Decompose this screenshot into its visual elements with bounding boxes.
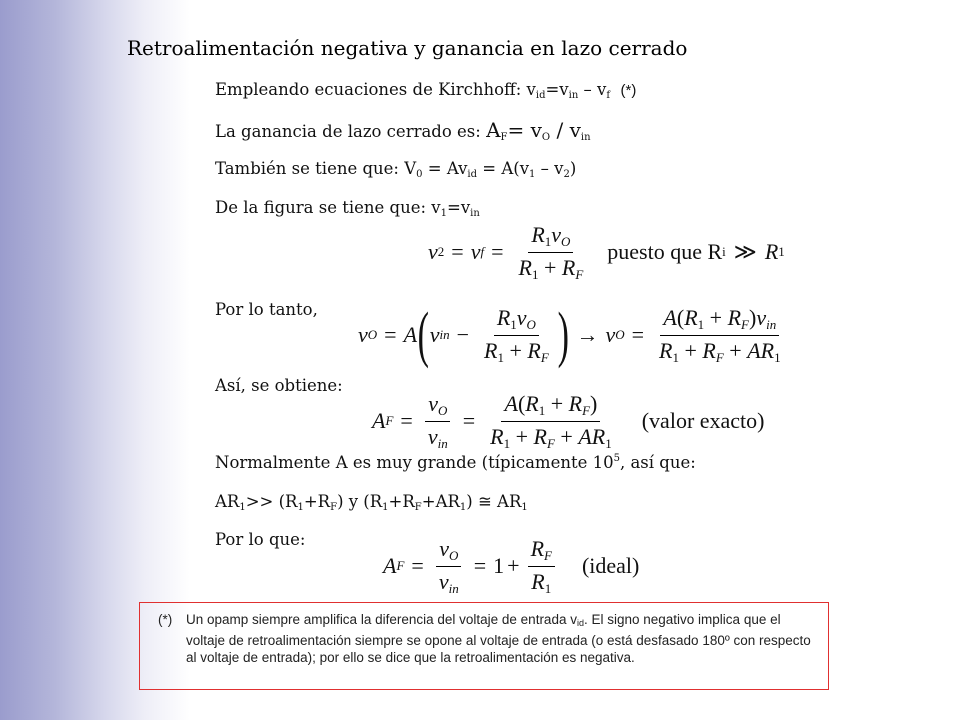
equation-vo: v O = A ( v in − $\frac{R_1v_O}{R_1 + R_F}$ ) → v O = $\frac{A(R_1 + R_F)v_{in}}{R_1 + R_F + AR_1}$ [358,301,781,369]
figure-line: De la figura se tiene que: $v_1=v_{in}$ [215,198,480,219]
also-line: También se tiene que: $V_0 = Av_{id} = A(v_1 - v_2)$ [215,159,577,180]
footnote-text: Un opamp siempre amplifica la diferencia del voltaje de entrada $v_{id}$. El signo negativo implica que el voltaje de retroalimentación siempre se opone al voltaje de entrada (o está desfasado 180º con respecto al voltaje de entrada); por ello se dice que la retroalimentación es negativa. [186,612,811,665]
equation-af-ideal: A F = $\frac{v_O}{v_{in}}$ = 1 + $\frac{R_F}{R_1}$ (ideal) [383,536,640,596]
equation-af-exact: A F = $\frac{v_O}{v_{in}}$ = $\frac{A(R_1 + R_F)}{R_1 + R_F + AR_1}$ (valor exacto) [372,391,765,451]
obtained-line: Así, se obtiene: [215,376,343,395]
equation-v2: v 2 = v f = $\frac{R_1v_O}{R_1 + R_F}$ puesto que R i ≫ R 1 [428,222,785,282]
closed-loop-gain-line: La ganancia de lazo cerrado es: $A_F= v_O / v_{in}$ [215,118,591,143]
footnote-mark: (*) [158,612,173,627]
footnote-box [139,602,829,690]
kirchhoff-line: Empleando ecuaciones de Kirchhoff: $v_{id}=v_{in} - v_f$ (*) [215,80,637,101]
approximation-line: $AR_1>> (R_1+R_F)$ y $(R_1+R_F+AR_1)$ ≅ $AR_1$ [215,492,528,513]
slide-title: Retroalimentación negativa y ganancia en lazo cerrado [127,36,688,60]
normally-line: Normalmente A es muy grande (típicamente $10^5$, así que: [215,453,696,472]
therefore-line: Por lo tanto, [215,300,318,319]
so-line: Por lo que: [215,530,306,549]
